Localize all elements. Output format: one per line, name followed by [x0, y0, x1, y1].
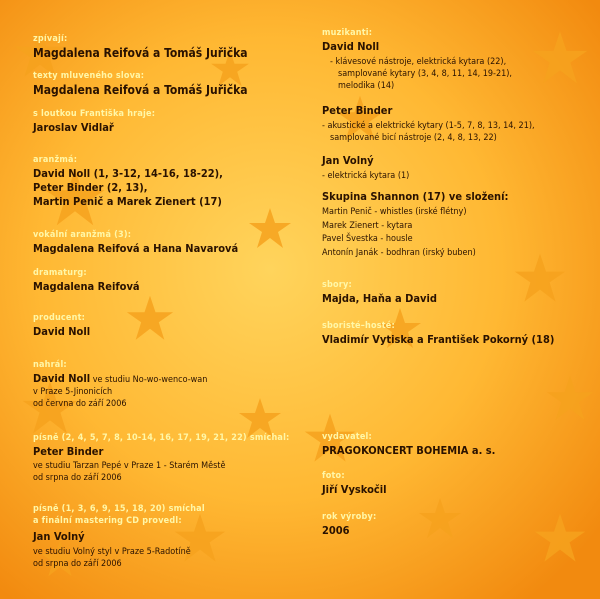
year-label: rok výroby:	[322, 512, 377, 522]
recorded-line: v Praze 5-Jinonicích	[33, 387, 113, 397]
mixed-by-name-1: Peter Binder	[33, 445, 104, 458]
choir-value: Majda, Haňa a David	[322, 292, 437, 305]
producer-value: David Noll	[33, 325, 91, 338]
arrangement-line: Martin Penič a Marek Zienert (17)	[33, 195, 222, 208]
musician-noll-roles	[322, 56, 512, 92]
musician-binder-roles	[322, 120, 535, 144]
mixed-label-line: a finální mastering CD provedl:	[33, 516, 182, 526]
member-line: Pavel Švestka - housle	[322, 234, 413, 244]
mixed-label-line: písně (1, 3, 6, 9, 15, 18, 20) smíchal	[33, 504, 205, 514]
recorded-name	[33, 372, 207, 387]
arrangement-line: Peter Binder (2, 13),	[33, 181, 148, 194]
musicians-label: muzikanti:	[322, 28, 373, 38]
singers-label: zpívají:	[33, 34, 68, 44]
choir-label: sbory:	[322, 280, 352, 290]
guest-choir-label: sboristé–hosté:	[322, 321, 395, 331]
singers-value: Magdalena Reifová a Tomáš Juřička	[33, 46, 248, 60]
recorded-studio: ve studiu No-wo-wenco-wan	[90, 375, 208, 385]
spoken-texts-value: Magdalena Reifová a Tomáš Juřička	[33, 83, 248, 97]
dramaturg-label: dramaturg:	[33, 268, 87, 278]
mixed-line: ve studiu Volný styl v Praze 5-Radotíně	[33, 547, 191, 557]
musician-volny-roles	[322, 170, 409, 182]
member-line: Antonín Janák - bodhran (irský buben)	[322, 247, 476, 258]
mixed-line: od srpna do září 2006	[33, 473, 122, 483]
musician-volny-name: Jan Volný	[322, 154, 374, 167]
puppet-label: s loutkou Františka hraje:	[33, 109, 156, 119]
mixed-by-name-2: Jan Volný	[33, 530, 85, 543]
role-line: samplované kytary (3, 4, 8, 11, 14, 19-21),	[338, 69, 513, 79]
shannon-members	[322, 206, 476, 260]
recorded-engineer: David Noll	[33, 372, 91, 385]
photo-label: foto:	[322, 471, 345, 481]
musician-noll-name: David Noll	[322, 40, 380, 53]
publisher-value: PRAGOKONCERT BOHEMIA a. s.	[322, 444, 496, 457]
recorded-details	[33, 386, 127, 410]
role-line: - elektrická kytara (1)	[322, 171, 410, 181]
producer-label: producent:	[33, 313, 86, 323]
role-line: - klávesové nástroje, elektrická kytara (22),	[330, 57, 507, 67]
member-line: Martin Penič - whistles (irské flétny)	[322, 207, 467, 217]
mixed-details-1	[33, 460, 225, 484]
year-value: 2006	[322, 524, 350, 537]
shannon-group-name: Skupina Shannon (17) ve složení:	[322, 190, 509, 203]
dramaturg-value: Magdalena Reifová	[33, 280, 140, 293]
photo-value: Jiří Vyskočil	[322, 483, 387, 496]
arrangement-line: David Noll (1, 3-12, 14-16, 18-22),	[33, 167, 223, 180]
mixed-line: ve studiu Tarzan Pepé v Praze 1 - Starém Městě	[33, 461, 226, 471]
mixed-details-2	[33, 546, 191, 570]
publisher-label: vydavatel:	[322, 432, 372, 442]
vocal-arrangement-value: Magdalena Reifová a Hana Navarová	[33, 242, 239, 255]
arrangement-label: aranžmá:	[33, 155, 78, 165]
role-line: melodika (14)	[338, 81, 395, 91]
mixed-songs-label-2	[33, 503, 205, 527]
vocal-arrangement-label: vokální aranžmá (3):	[33, 230, 132, 240]
mixed-songs-label-1: písně (2, 4, 5, 7, 8, 10-14, 16, 17, 19, 21, 22) smíchal:	[33, 433, 290, 443]
recorded-label: nahrál:	[33, 360, 67, 370]
member-line: Marek Zienert - kytara	[322, 220, 413, 231]
spoken-texts-label: texty mluveného slova:	[33, 71, 145, 81]
arrangement-values	[33, 167, 223, 209]
role-line: samplované bicí nástroje (2, 4, 8, 13, 22)	[330, 133, 497, 143]
role-line: - akustické a elektrické kytary (1-5, 7, 8, 13, 14, 21),	[322, 121, 535, 131]
guest-choir-value: Vladimír Vytiska a František Pokorný (18)	[322, 333, 555, 346]
musician-binder-name: Peter Binder	[322, 104, 393, 117]
recorded-line: od června do září 2006	[33, 399, 127, 409]
mixed-line: od srpna do září 2006	[33, 559, 122, 569]
puppet-value: Jaroslav Vidlař	[33, 121, 114, 134]
